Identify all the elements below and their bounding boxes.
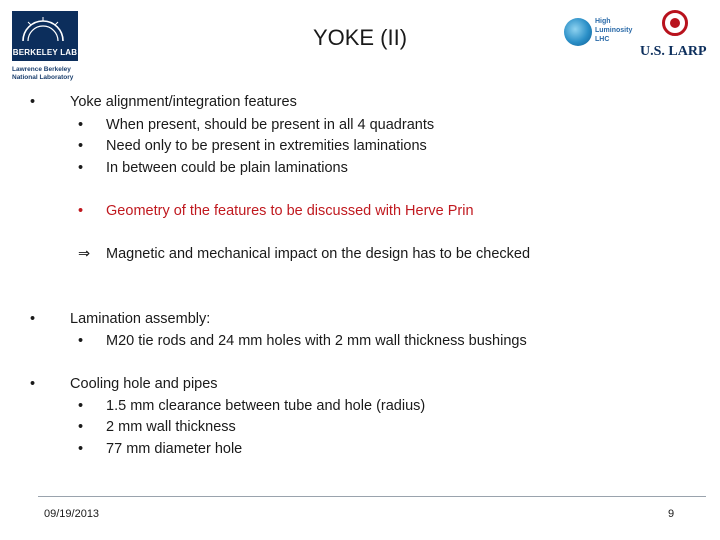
bullet-text: When present, should be present in all 4 quadrants xyxy=(106,117,435,133)
bullet-dot: • xyxy=(78,441,84,457)
footer-divider xyxy=(38,496,706,497)
bullet-yoke-alignment xyxy=(30,93,297,111)
bullet-dot: • xyxy=(30,94,36,110)
hilumi-wordmark: High Luminosity LHC xyxy=(595,18,633,43)
sub-bullet-tie-rods xyxy=(78,332,527,350)
bullet-dot: • xyxy=(78,419,84,435)
sub-bullet-geometry xyxy=(78,202,474,220)
bullet-text: 1.5 mm clearance between tube and hole (radius) xyxy=(106,398,426,414)
bullet-dot: • xyxy=(78,333,84,349)
bullet-text: Geometry of the features to be discussed with Herve Prin xyxy=(106,203,474,219)
footer-date: 09/19/2013 xyxy=(44,508,100,520)
sub-bullet-extremities xyxy=(78,137,427,155)
bullet-text: Yoke alignment/integration features xyxy=(70,94,297,110)
sub-bullet-diameter xyxy=(78,440,242,458)
berkeley-lab-wordmark: BERKELEY LAB xyxy=(12,48,78,57)
bullet-dot: • xyxy=(78,398,84,414)
bullet-text: M20 tie rods and 24 mm holes with 2 mm wall thickness bushings xyxy=(106,333,527,349)
bullet-dot: • xyxy=(30,311,36,327)
sub-bullet-clearance xyxy=(78,397,425,415)
larp-wordmark: U.S. LARP xyxy=(640,44,707,59)
sub-bullet-wall-thickness xyxy=(78,418,236,436)
bullet-text: Need only to be present in extremities laminations xyxy=(106,138,427,154)
sub-bullet-quadrants xyxy=(78,116,434,134)
lbnl-wordmark: Lawrence Berkeley National Laboratory xyxy=(12,66,74,81)
sub-bullet-plain-laminations xyxy=(78,159,348,177)
implies-arrow-icon: ⇒ xyxy=(78,246,91,262)
bullet-dot: • xyxy=(78,138,84,154)
implication-text: Magnetic and mechanical impact on the design has to be checked xyxy=(106,246,531,262)
implication-line xyxy=(78,245,530,263)
bullet-dot: • xyxy=(78,203,84,219)
bullet-dot: • xyxy=(78,117,84,133)
slide-title: YOKE (II) xyxy=(312,25,408,50)
bullet-text: Lamination assembly: xyxy=(70,311,211,327)
bullet-lamination-assembly xyxy=(30,310,210,328)
bullet-text: 2 mm wall thickness xyxy=(106,419,236,435)
bullet-dot: • xyxy=(78,160,84,176)
bullet-text: In between could be plain laminations xyxy=(106,160,348,176)
bullet-dot: • xyxy=(30,376,36,392)
bullet-text: Cooling hole and pipes xyxy=(70,376,218,392)
bullet-text: 77 mm diameter hole xyxy=(106,441,243,457)
page-number: 9 xyxy=(668,508,675,520)
bullet-cooling xyxy=(30,375,218,393)
